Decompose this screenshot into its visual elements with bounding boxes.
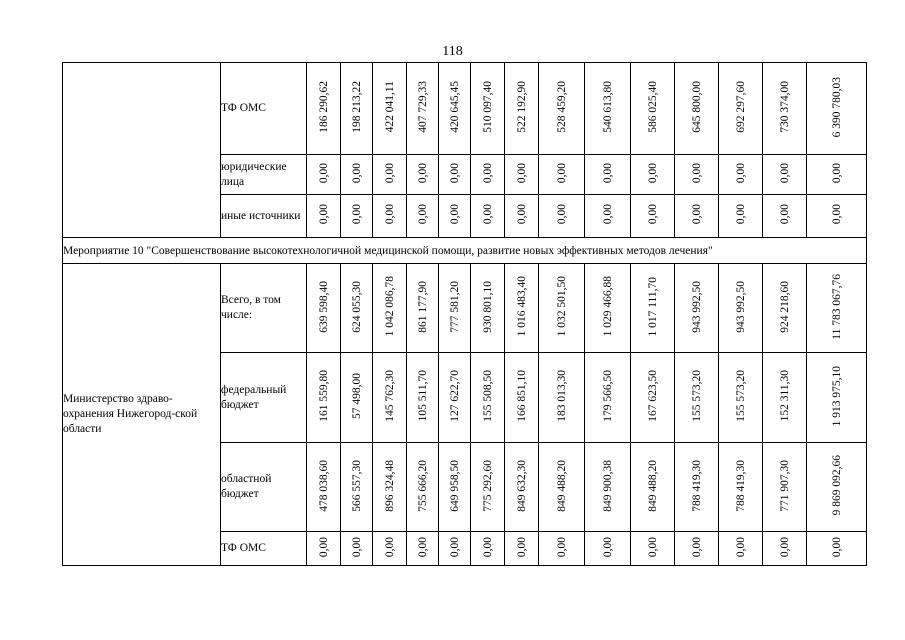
value-cell: 861 177,90 bbox=[407, 264, 439, 353]
value-cell: 0,00 bbox=[373, 532, 407, 566]
table-row bbox=[63, 264, 867, 353]
value-cell: 692 297,60 bbox=[719, 63, 763, 155]
value-cell: 152 311,30 bbox=[763, 353, 807, 443]
value-cell: 1 029 466,88 bbox=[585, 264, 631, 353]
value-cell: 943 992,50 bbox=[675, 264, 719, 353]
value-cell: 0,00 bbox=[373, 155, 407, 195]
value-cell: 0,00 bbox=[675, 155, 719, 195]
value-cell: 924 218,60 bbox=[763, 264, 807, 353]
value-cell: 0,00 bbox=[373, 195, 407, 238]
value-cell: 645 800,00 bbox=[675, 63, 719, 155]
value-cell: 639 598,40 bbox=[307, 264, 341, 353]
value-cell: 755 666,20 bbox=[407, 443, 439, 532]
value-cell: 849 632,30 bbox=[505, 443, 539, 532]
source-label: ТФ ОМС bbox=[221, 63, 307, 155]
value-cell: 896 324,48 bbox=[373, 443, 407, 532]
source-label: юридические лица bbox=[221, 155, 307, 195]
value-cell: 0,00 bbox=[439, 155, 471, 195]
value-cell: 57 498,00 bbox=[341, 353, 373, 443]
value-cell: 0,00 bbox=[631, 195, 675, 238]
value-cell: 0,00 bbox=[631, 155, 675, 195]
value-cell: 0,00 bbox=[341, 532, 373, 566]
value-cell: 105 511,70 bbox=[407, 353, 439, 443]
value-cell: 422 041,11 bbox=[373, 63, 407, 155]
value-cell: 1 017 111,70 bbox=[631, 264, 675, 353]
value-cell: 0,00 bbox=[307, 532, 341, 566]
value-cell: 0,00 bbox=[407, 532, 439, 566]
value-cell: 0,00 bbox=[505, 155, 539, 195]
source-label: иные источники bbox=[221, 195, 307, 238]
value-cell: 849 900,38 bbox=[585, 443, 631, 532]
value-cell: 0,00 bbox=[631, 532, 675, 566]
source-label: областной бюджет bbox=[221, 443, 307, 532]
value-cell: 155 573,20 bbox=[719, 353, 763, 443]
value-cell: 179 566,50 bbox=[585, 353, 631, 443]
value-cell: 775 292,60 bbox=[471, 443, 505, 532]
value-cell: 849 488,20 bbox=[631, 443, 675, 532]
value-cell: 566 557,30 bbox=[341, 443, 373, 532]
value-cell: 9 869 092,66 bbox=[807, 443, 867, 532]
value-cell: 0,00 bbox=[719, 532, 763, 566]
value-cell: 420 645,45 bbox=[439, 63, 471, 155]
value-cell: 0,00 bbox=[585, 195, 631, 238]
value-cell: 777 581,20 bbox=[439, 264, 471, 353]
value-cell: 0,00 bbox=[585, 155, 631, 195]
value-cell: 649 958,50 bbox=[439, 443, 471, 532]
value-cell: 0,00 bbox=[471, 195, 505, 238]
value-cell: 849 488,20 bbox=[539, 443, 585, 532]
value-cell: 0,00 bbox=[539, 155, 585, 195]
value-cell: 11 783 067,76 bbox=[807, 264, 867, 353]
value-cell: 0,00 bbox=[307, 155, 341, 195]
value-cell: 0,00 bbox=[763, 195, 807, 238]
value-cell: 167 623,50 bbox=[631, 353, 675, 443]
value-cell: 0,00 bbox=[675, 195, 719, 238]
value-cell: 943 992,50 bbox=[719, 264, 763, 353]
value-cell: 186 290,62 bbox=[307, 63, 341, 155]
executor-cell: Министерство здраво-охранения Нижегород-ской области bbox=[63, 264, 221, 566]
value-cell: 145 762,30 bbox=[373, 353, 407, 443]
value-cell: 0,00 bbox=[341, 195, 373, 238]
value-cell: 540 613,80 bbox=[585, 63, 631, 155]
source-label: ТФ ОМС bbox=[221, 532, 307, 566]
page-number: 118 bbox=[442, 44, 463, 59]
value-cell: 127 622,70 bbox=[439, 353, 471, 443]
value-cell: 771 907,30 bbox=[763, 443, 807, 532]
value-cell: 6 390 780,03 bbox=[807, 63, 867, 155]
value-cell: 0,00 bbox=[471, 532, 505, 566]
value-cell: 0,00 bbox=[407, 155, 439, 195]
value-cell: 0,00 bbox=[505, 195, 539, 238]
value-cell: 1 913 975,10 bbox=[807, 353, 867, 443]
value-cell: 0,00 bbox=[471, 155, 505, 195]
value-cell: 586 025,40 bbox=[631, 63, 675, 155]
value-cell: 198 213,22 bbox=[341, 63, 373, 155]
value-cell: 788 419,30 bbox=[675, 443, 719, 532]
value-cell: 0,00 bbox=[763, 155, 807, 195]
value-cell: 0,00 bbox=[407, 195, 439, 238]
value-cell: 155 508,50 bbox=[471, 353, 505, 443]
value-cell: 0,00 bbox=[807, 155, 867, 195]
value-cell: 183 013,30 bbox=[539, 353, 585, 443]
executor-cell-top bbox=[63, 63, 221, 238]
value-cell: 522 192,90 bbox=[505, 63, 539, 155]
value-cell: 624 055,30 bbox=[341, 264, 373, 353]
value-cell: 0,00 bbox=[585, 532, 631, 566]
value-cell: 930 801,10 bbox=[471, 264, 505, 353]
value-cell: 0,00 bbox=[807, 195, 867, 238]
source-label: федеральный бюджет bbox=[221, 353, 307, 443]
section-row bbox=[63, 238, 867, 264]
value-cell: 0,00 bbox=[763, 532, 807, 566]
value-cell: 1 042 086,78 bbox=[373, 264, 407, 353]
value-cell: 166 851,10 bbox=[505, 353, 539, 443]
value-cell: 788 419,30 bbox=[719, 443, 763, 532]
value-cell: 155 573,20 bbox=[675, 353, 719, 443]
value-cell: 730 374,00 bbox=[763, 63, 807, 155]
value-cell: 0,00 bbox=[307, 195, 341, 238]
value-cell: 0,00 bbox=[539, 195, 585, 238]
value-cell: 407 729,33 bbox=[407, 63, 439, 155]
value-cell: 0,00 bbox=[341, 155, 373, 195]
value-cell: 0,00 bbox=[439, 195, 471, 238]
value-cell: 0,00 bbox=[539, 532, 585, 566]
section-title: Мероприятие 10 "Совершенствование высокотехнологичной медицинской помощи, развитие новых эффективных методов лечения" bbox=[63, 238, 867, 264]
value-cell: 1 032 501,50 bbox=[539, 264, 585, 353]
budget-table bbox=[62, 62, 867, 566]
source-label: Всего, в том числе: bbox=[221, 264, 307, 353]
value-cell: 0,00 bbox=[675, 532, 719, 566]
value-cell: 1 016 483,40 bbox=[505, 264, 539, 353]
table-row bbox=[63, 63, 867, 155]
value-cell: 510 097,40 bbox=[471, 63, 505, 155]
value-cell: 0,00 bbox=[807, 532, 867, 566]
value-cell: 0,00 bbox=[719, 195, 763, 238]
value-cell: 0,00 bbox=[719, 155, 763, 195]
value-cell: 0,00 bbox=[439, 532, 471, 566]
value-cell: 0,00 bbox=[505, 532, 539, 566]
value-cell: 478 038,60 bbox=[307, 443, 341, 532]
value-cell: 161 559,80 bbox=[307, 353, 341, 443]
value-cell: 528 459,20 bbox=[539, 63, 585, 155]
